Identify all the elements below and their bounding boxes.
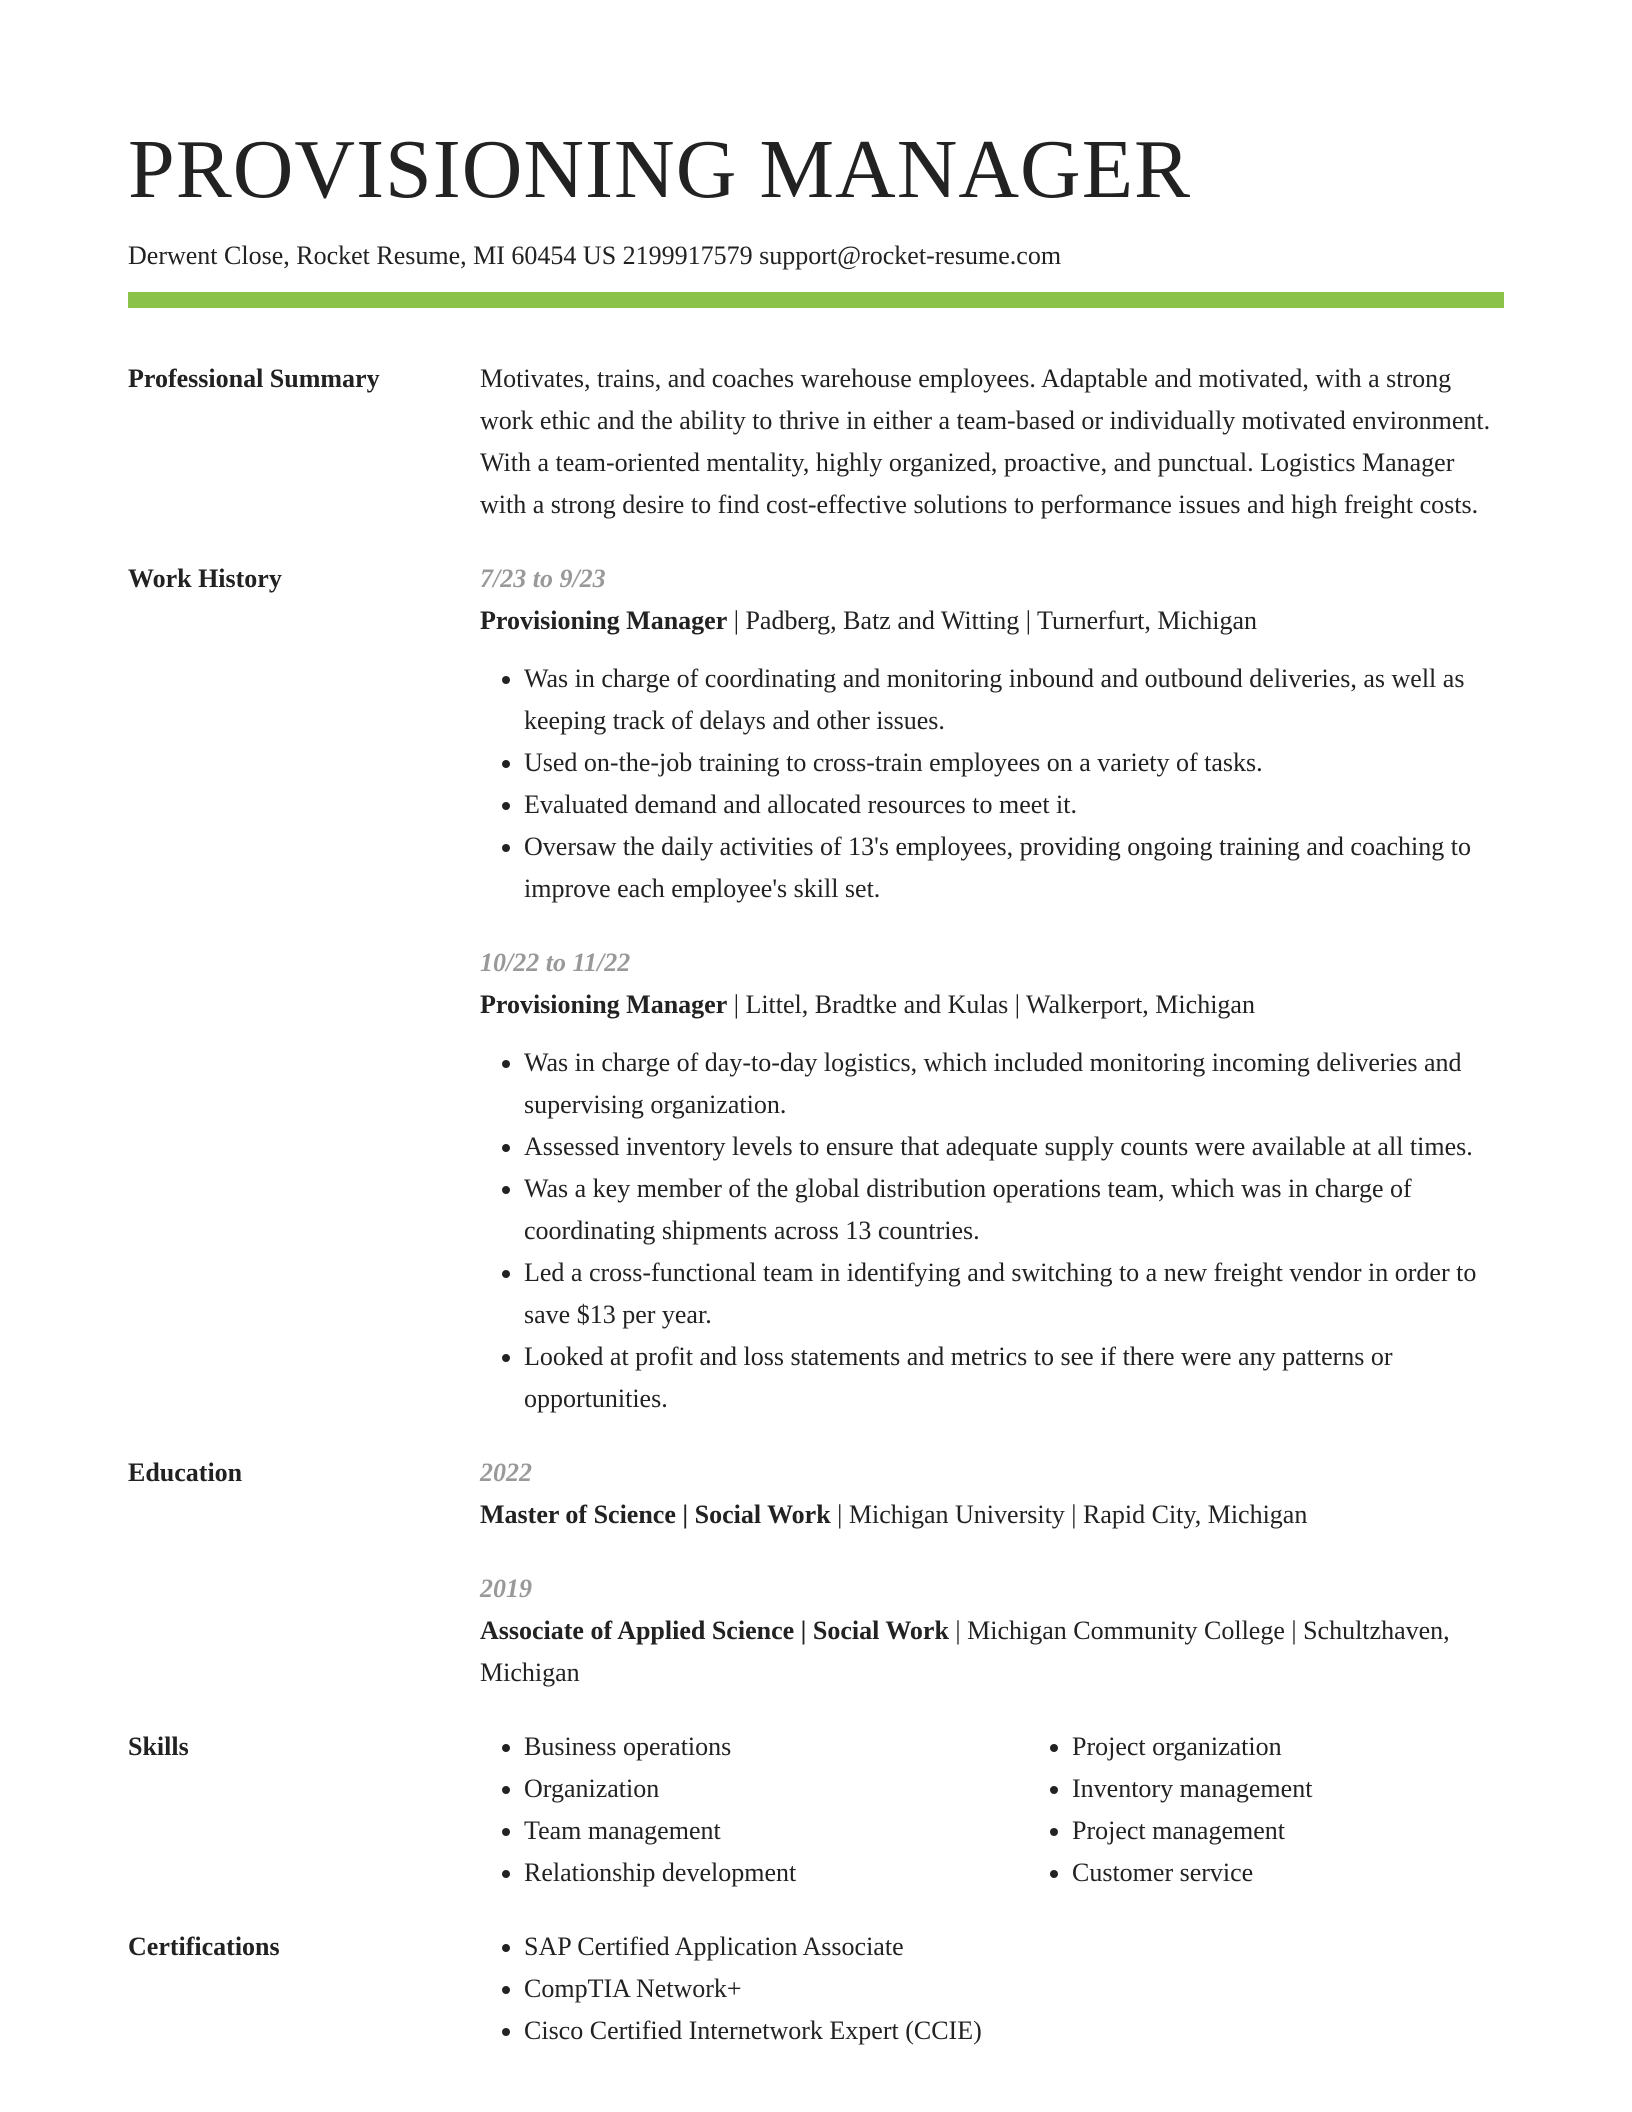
work-heading bbox=[480, 600, 1504, 642]
work-bullet: • Was in charge of coordinating and monitoring inbound and outbound deliveries, as well as keeping track of delays and other issues. bbox=[524, 658, 1504, 742]
section-title-work-history: Work History bbox=[128, 564, 282, 593]
section-education bbox=[128, 1452, 1504, 1694]
skill-item: • Team management bbox=[524, 1810, 1028, 1852]
resume-page bbox=[128, 0, 1504, 2052]
skill-item: • Customer service bbox=[1072, 1852, 1504, 1894]
work-dates: 7/23 to 9/23 bbox=[480, 564, 606, 593]
section-summary bbox=[128, 358, 1504, 526]
section-work-history bbox=[128, 558, 1504, 1420]
education-entry bbox=[480, 1568, 1504, 1694]
education-details: | Michigan University | Rapid City, Michigan bbox=[830, 1500, 1308, 1529]
skills-list-left bbox=[480, 1726, 1028, 1894]
education-heading bbox=[480, 1610, 1504, 1694]
certifications-list bbox=[480, 1926, 1504, 2052]
work-dates: 10/22 to 11/22 bbox=[480, 948, 631, 977]
skill-item: • Project management bbox=[1072, 1810, 1504, 1852]
accent-divider bbox=[128, 292, 1504, 308]
work-role: Provisioning Manager bbox=[480, 990, 728, 1019]
education-details: | Michigan Community College | Schultzhaven, Michigan bbox=[480, 1616, 1450, 1687]
skill-item: • Business operations bbox=[524, 1726, 1028, 1768]
section-title-education: Education bbox=[128, 1458, 243, 1487]
work-bullet: • Was a key member of the global distribution operations team, which was in charge of coordinating shipments across 13 countries. bbox=[524, 1168, 1504, 1252]
education-heading bbox=[480, 1494, 1504, 1536]
education-degree: Master of Science | Social Work bbox=[480, 1500, 831, 1529]
skill-item: • Inventory management bbox=[1072, 1768, 1504, 1810]
certification-item: • Cisco Certified Internetwork Expert (CCIE) bbox=[524, 2010, 1504, 2052]
work-bullet: • Was in charge of day-to-day logistics, which included monitoring incoming deliveries and supervising organization. bbox=[524, 1042, 1504, 1126]
summary-text: Motivates, trains, and coaches warehouse employees. Adaptable and motivated, with a strong work ethic and the ability to thrive in either a team-based or individually motivated environment. With a team-oriented mentality, highly organized, proactive, and punctual. Logistics Manager with a strong desire to find cost-effective solutions to performance issues and high freight costs. bbox=[480, 364, 1491, 519]
work-details: | Littel, Bradtke and Kulas | Walkerport, Michigan bbox=[727, 990, 1255, 1019]
work-role: Provisioning Manager bbox=[480, 606, 728, 635]
certification-item: • CompTIA Network+ bbox=[524, 1968, 1504, 2010]
contact-line: Derwent Close, Rocket Resume, MI 60454 US 2199917579 support@rocket-resume.com bbox=[128, 241, 1062, 270]
section-certifications bbox=[128, 1926, 1504, 2052]
work-bullets bbox=[480, 1042, 1504, 1420]
education-entry bbox=[480, 1452, 1504, 1536]
work-bullets bbox=[480, 658, 1504, 910]
section-skills bbox=[128, 1726, 1504, 1894]
work-entry bbox=[480, 942, 1504, 1420]
skills-grid bbox=[480, 1726, 1504, 1894]
work-details: | Padberg, Batz and Witting | Turnerfurt, Michigan bbox=[727, 606, 1258, 635]
resume-name: PROVISIONING MANAGER bbox=[128, 123, 1192, 216]
section-title-certifications: Certifications bbox=[128, 1932, 280, 1961]
skill-item: • Relationship development bbox=[524, 1852, 1028, 1894]
work-heading bbox=[480, 984, 1504, 1026]
work-entry bbox=[480, 558, 1504, 910]
work-bullet: • Led a cross-functional team in identifying and switching to a new freight vendor in order to save $13 per year. bbox=[524, 1252, 1504, 1336]
certification-item: • SAP Certified Application Associate bbox=[524, 1926, 1504, 1968]
education-degree: Associate of Applied Science | Social Work bbox=[480, 1616, 949, 1645]
section-title-skills: Skills bbox=[128, 1732, 189, 1761]
work-bullet: • Assessed inventory levels to ensure that adequate supply counts were available at all times. bbox=[524, 1126, 1504, 1168]
education-year: 2019 bbox=[480, 1574, 532, 1603]
work-bullet: • Evaluated demand and allocated resources to meet it. bbox=[524, 784, 1504, 826]
work-bullet: • Used on-the-job training to cross-train employees on a variety of tasks. bbox=[524, 742, 1504, 784]
work-bullet: • Looked at profit and loss statements and metrics to see if there were any patterns or opportunities. bbox=[524, 1336, 1504, 1420]
skills-list-right bbox=[1028, 1726, 1504, 1894]
education-year: 2022 bbox=[480, 1458, 532, 1487]
skill-item: • Project organization bbox=[1072, 1726, 1504, 1768]
work-bullet: • Oversaw the daily activities of 13's employees, providing ongoing training and coaching to improve each employee's skill set. bbox=[524, 826, 1504, 910]
section-title-summary: Professional Summary bbox=[128, 364, 380, 393]
skill-item: • Organization bbox=[524, 1768, 1028, 1810]
